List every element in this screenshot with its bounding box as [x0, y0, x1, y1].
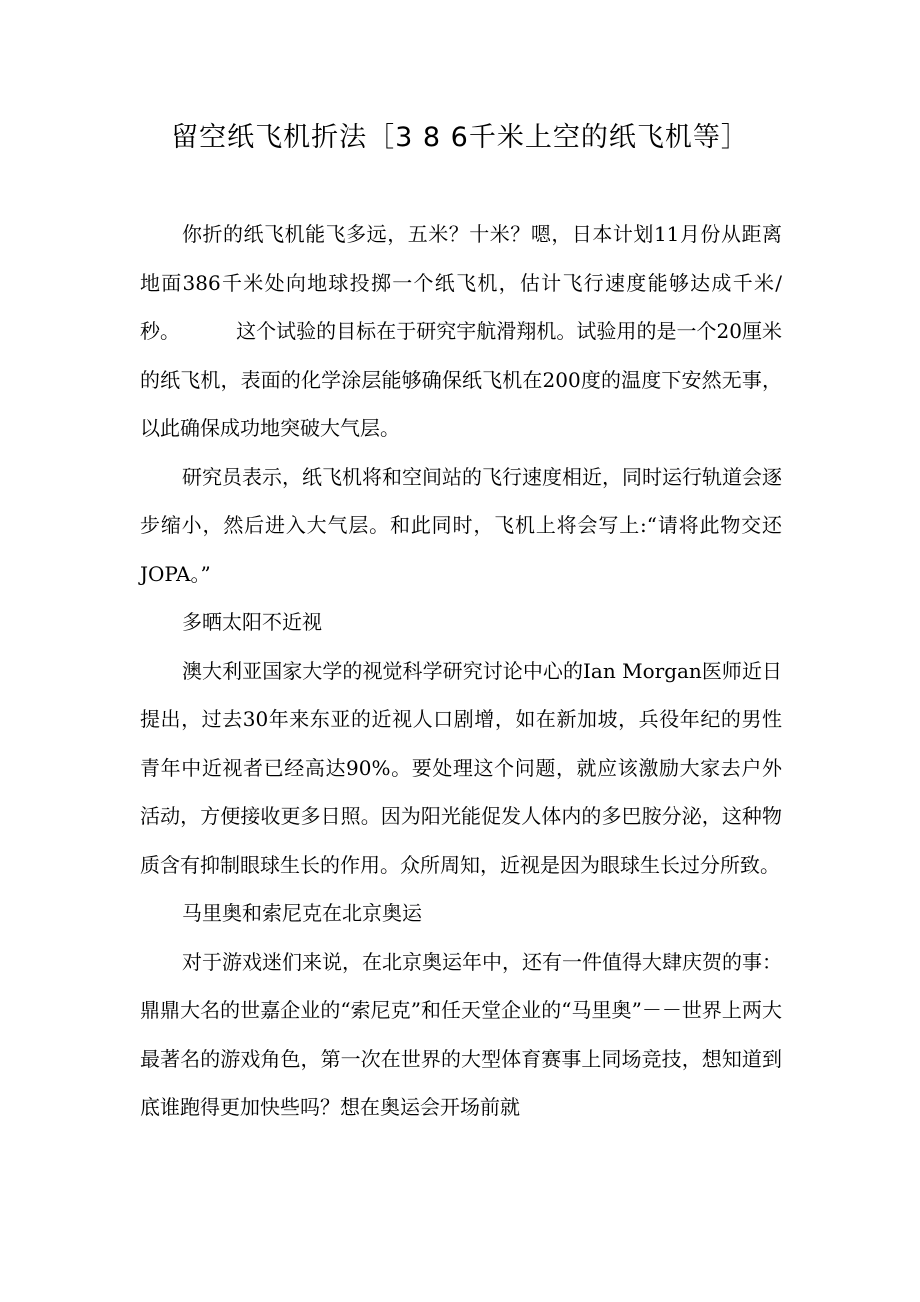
paragraph-researcher-statement: 研究员表示，纸飞机将和空间站的飞行速度相近，同时运行轨道会逐步缩小，然后进入大气层。和此同时，飞机上将会写上:“请将此物交还JOPA。”	[140, 464, 782, 586]
paragraph-paper-plane-part1: 你折的纸飞机能飞多远，五米？十米？嗯，日本计划11月份从距离地面386千米处向地球投掷一个纸飞机，估计飞行速度能够达成千米/秒。	[140, 222, 782, 343]
paragraph-paper-plane-part2: 这个试验的目标在于研究宇航滑翔机。试验用的是一个20厘米的纸飞机，表面的化学涂层能够确保纸飞机在200度的温度下安然无事，以此确保成功地突破大气层。	[140, 319, 783, 440]
paragraph-paper-plane	[140, 210, 782, 453]
section-heading-sunlight: 多晒太阳不近视	[182, 610, 322, 634]
paragraph-mario-sonic: 对于游戏迷们来说，在北京奥运年中，还有一件值得大肆庆贺的事：鼎鼎大名的世嘉企业的“索尼克”和任天堂企业的“马里奥”－－世界上两大最著名的游戏角色，第一次在世界的大型体育赛事上同场竞技，想知道到底谁跑得更加快些吗？想在奥运会开场前就	[140, 949, 782, 1119]
document-title: 留空纸飞机折法［3 8 6千米上空的纸飞机等］	[171, 122, 749, 153]
section-heading-mario-sonic: 马里奥和索尼克在北京奥运	[182, 901, 422, 925]
paragraph-myopia: 澳大利亚国家大学的视觉科学研究讨论中心的Ian Morgan医师近日提出，过去30年来东亚的近视人口剧增，如在新加坡，兵役年纪的男性青年中近视者已经高达90%。要处理这个问题，就应该激励大家去户外活动，方便接收更多日照。因为阳光能促发人体内的多巴胺分泌，这种物质含有抑制眼球生长的作用。众所周知，近视是因为眼球生长过分所致。	[140, 658, 782, 877]
document-body	[140, 210, 782, 1132]
